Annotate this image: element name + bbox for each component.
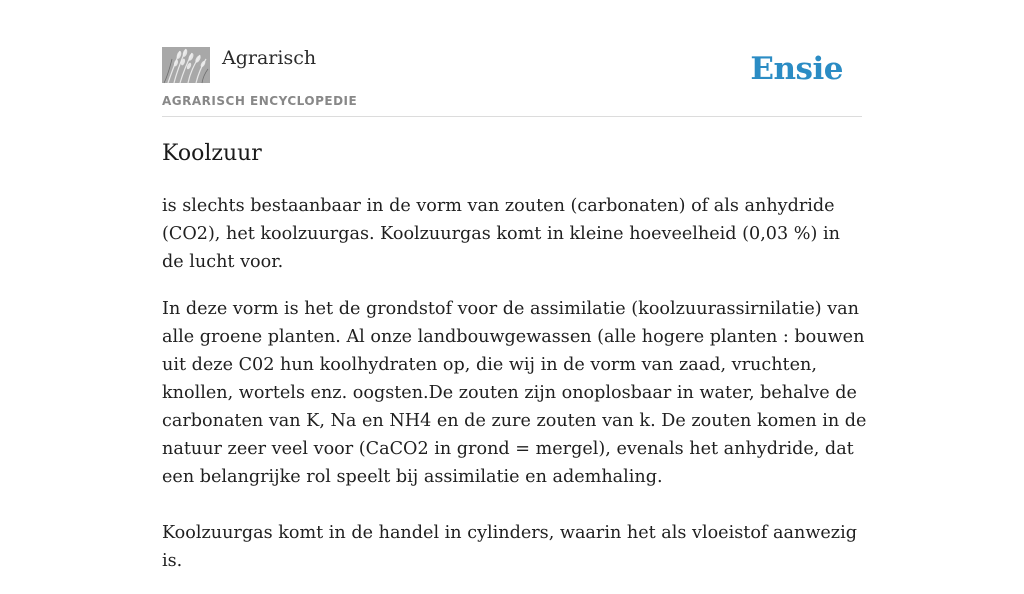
brand-name[interactable]: Agrarisch bbox=[222, 47, 317, 69]
page bbox=[162, 0, 867, 571]
article-paragraph: Koolzuurgas komt in de handel in cylinders, waarin het als vloeistof aanwezig is. bbox=[162, 523, 857, 571]
article-paragraph: is slechts bestaanbaar in de vorm van zouten (carbonaten) of als anhydride (CO2), het koolzuurgas. Koolzuurgas komt in kleine hoeveelheid (0,03 %) in de lucht voor. bbox=[162, 196, 840, 272]
article-paragraph: In deze vorm is het de grondstof voor de assimilatie (koolzuurassirnilatie) van alle groene planten. Al onze landbouwgewassen (alle hogere planten : bouwen uit deze C02 hun koolhydraten op, die wij in de vorm van zaad, vruchten, knollen, wortels enz. oogsten.De zouten zijn onoplosbaar in water, behalve de carbonaten van K, Na en NH4 en de zure zouten van k. De zouten komen in de natuur zeer veel voor (CaCO2 in grond = mergel), evenals het anhydride, dat een belangrijke rol speelt bij assimilatie en ademhaling. bbox=[162, 299, 867, 487]
ensie-logo[interactable]: Ensie bbox=[750, 51, 843, 87]
encyclopedia-subtitle: AGRARISCH ENCYCLOPEDIE bbox=[162, 94, 358, 108]
header bbox=[162, 0, 862, 117]
wheat-logo-icon[interactable] bbox=[162, 47, 210, 83]
page-title: Koolzuur bbox=[162, 141, 262, 166]
article-body bbox=[162, 192, 867, 594]
